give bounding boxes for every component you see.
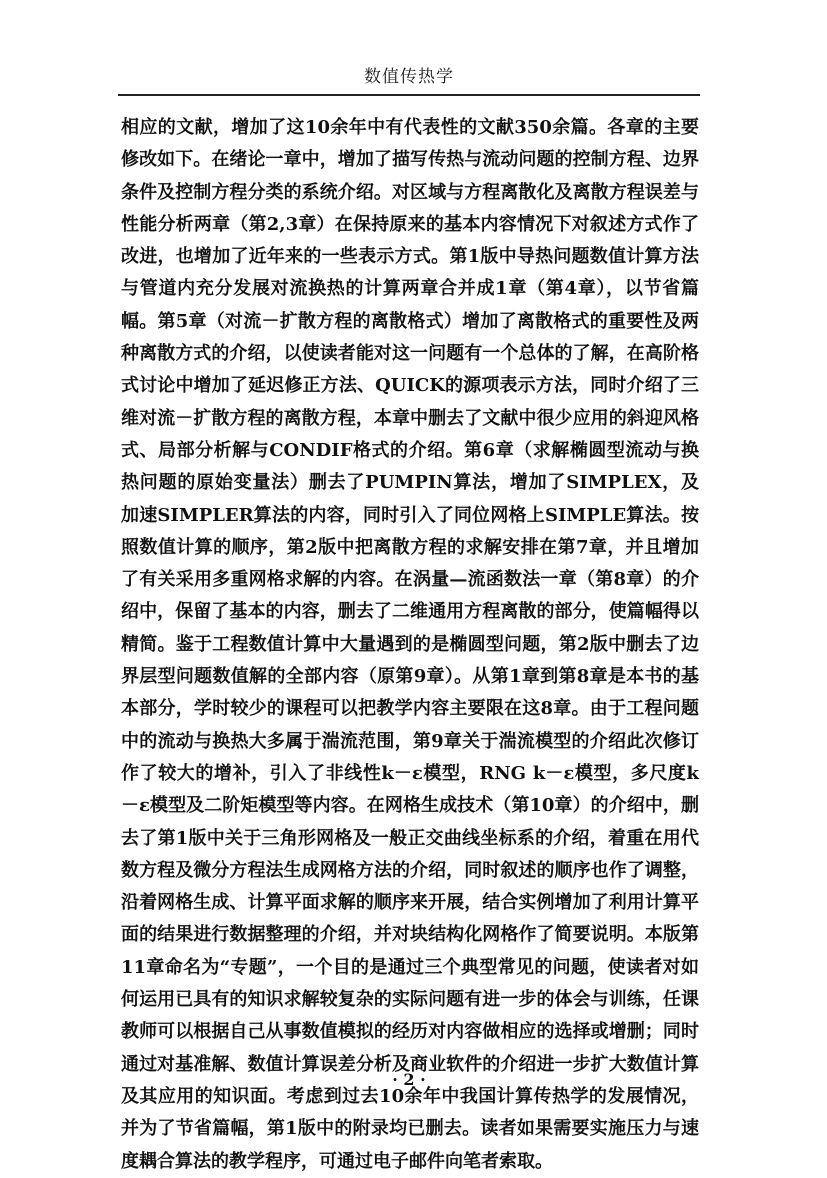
- running-header-title: 数值传热学: [364, 67, 454, 87]
- header-rule: [118, 94, 700, 96]
- body-paragraph: 相应的文献，增加了这10余年中有代表性的文献350余篇。各章的主要修改如下。在绪论一章中，增加了描写传热与流动问题的控制方程、边界条件及控制方程分类的系统介绍。对区域与方程离散化及离散方程误差与性能分析两章（第2,3章）在保持原来的基本内容情况下对叙述方式作了改进，也增加了近年来的一些表示方式。第1版中导热问题数值计算方法与管道内充分发展对流换热的计算两章合并成1章（第4章），以节省篇幅。第5章（对流－扩散方程的离散格式）增加了离散格式的重要性及两种离散方式的介绍，以使读者能对这一问题有一个总体的了解，在高阶格式讨论中增加了延迟修正方法、QUICK的源项表示方法，同时介绍了三维对流－扩散方程的离散方程，本章中删去了文献中很少应用的斜迎风格式、局部分析解与CONDIF格式的介绍。第6章（求解椭圆型流动与换热问题的原始变量法）删去了PUMPIN算法，增加了SIMPLEX，及加速SIMPLER算法的内容，同时引入了同位网格上SIMPLE算法。按照数值计算的顺序，第2版中把离散方程的求解安排在第7章，并且增加了有关采用多重网格求解的内容。在涡量—流函数法一章（第8章）的介绍中，保留了基本的内容，删去了二维通用方程离散的部分，使篇幅得以精简。鉴于工程数值计算中大量遇到的是椭圆型问题，第2版中删去了边界层型问题数值解的全部内容（原第9章）。从第1章到第8章是本书的基本部分，学时较少的课程可以把教学内容主要限在这8章。由于工程问题中的流动与换热大多属于湍流范围，第9章关于湍流模型的介绍此次修订作了较大的增补，引入了非线性k－ε模型，RNG k－ε模型，多尺度k－ε模型及二阶矩模型等内容。在网格生成技术（第10章）的介绍中，删去了第1版中关于三角形网格及一般正交曲线坐标系的介绍，着重在用代数方程及微分方程法生成网格方法的介绍，同时叙述的顺序也作了调整，沿着网格生成、计算平面求解的顺序来开展，结合实例增加了利用计算平面的结果进行数据整理的介绍，并对块结构化网格作了简要说明。本版第11章命名为“专题”，一个目的是通过三个典型常见的问题，使读者对如何运用已具有的知识求解较复杂的实际问题有进一步的体会与训练，任课教师可以根据自己从事数值模拟的经历对内容做相应的选择或增删；同时通过对基准解、数值计算误差分析及商业软件的介绍进一步扩大数值计算及其应用的知识面。考虑到过去10余年中我国计算传热学的发展情况，并为了节省篇幅，第1版中的附录均已删去。读者如果需要实施压力与速度耦合算法的教学程序，可通过电子邮件向笔者索取。: [121, 117, 699, 1172]
- page-number: · 2 ·: [392, 1070, 426, 1089]
